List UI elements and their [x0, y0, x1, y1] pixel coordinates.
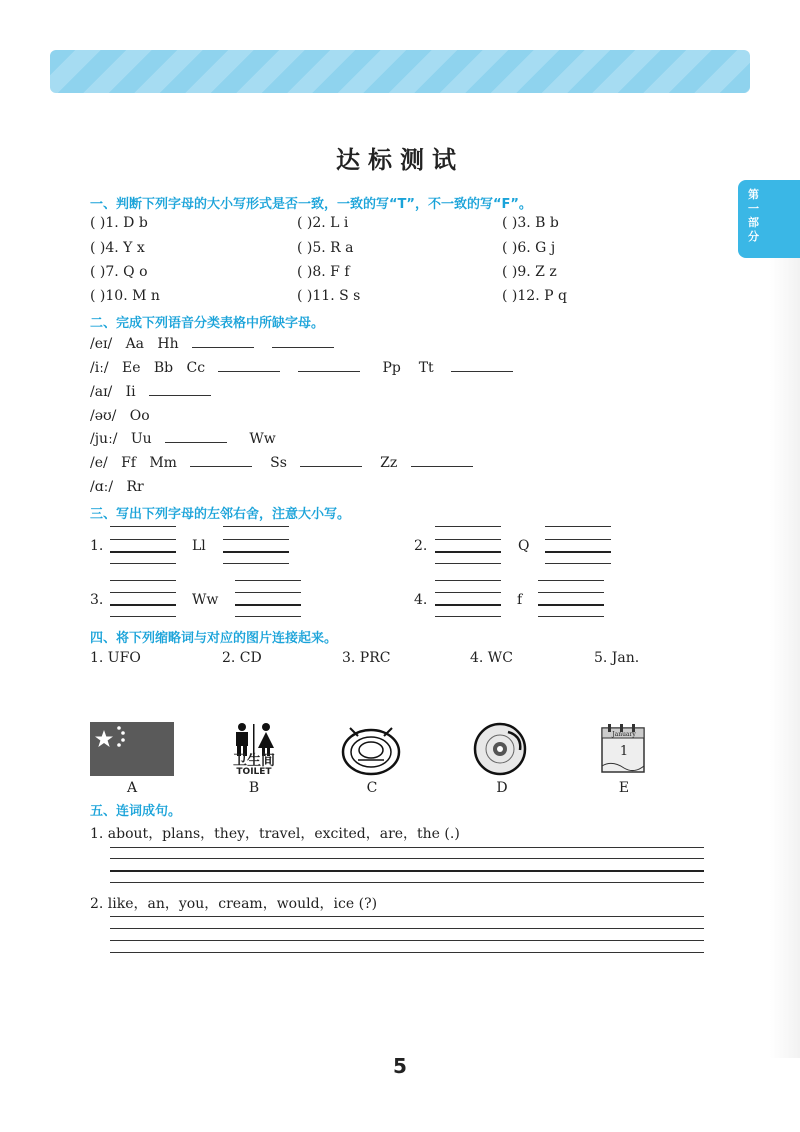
letter: Oo: [129, 408, 150, 424]
page-title: 达标测试: [336, 146, 464, 174]
s3-number: 4.: [414, 592, 428, 608]
writing-line: [110, 847, 704, 848]
four-line-grid: [110, 616, 176, 617]
pic-label: C: [366, 780, 378, 796]
four-line-grid[interactable]: [110, 604, 176, 606]
four-line-grid[interactable]: [435, 551, 501, 553]
page-number: 5: [393, 1054, 407, 1078]
pic-label: B: [248, 780, 260, 796]
letter: Rr: [126, 479, 144, 495]
letter: Ii: [125, 384, 136, 400]
s3-letter: Q: [518, 538, 530, 554]
sound-row: [90, 336, 334, 352]
answer-blank[interactable]: [411, 465, 473, 467]
s1-item: ( )6. G j: [502, 240, 556, 256]
four-line-grid: [545, 539, 611, 540]
writing-line: [110, 928, 704, 929]
pic-label: A: [126, 780, 138, 796]
four-line-grid: [538, 616, 604, 617]
four-line-grid: [110, 592, 176, 593]
letter: Ff: [121, 455, 136, 471]
four-line-grid: [435, 526, 501, 527]
four-line-grid: [110, 580, 176, 581]
side-shade: [770, 258, 800, 1058]
section4-heading: 四、将下列缩略词与对应的图片连接起来。: [90, 631, 338, 646]
calendar-month: January: [612, 731, 636, 738]
section2-heading: 二、完成下列语音分类表格中所缺字母。: [90, 316, 325, 331]
letter: Zz: [380, 455, 398, 471]
answer-blank[interactable]: [149, 394, 211, 396]
s1-item: ( )4. Y x: [90, 240, 145, 256]
four-line-grid[interactable]: [110, 551, 176, 553]
s1-item: ( )5. R a: [297, 240, 354, 256]
writing-line: [110, 916, 704, 917]
part-label: 第一部分 字 母: [654, 14, 778, 33]
sound: /juː/: [90, 431, 118, 447]
letter: Tt: [418, 360, 434, 376]
four-line-grid: [538, 580, 604, 581]
sound-row: [90, 431, 276, 447]
s3-letter: Ll: [192, 538, 206, 554]
four-line-grid: [110, 539, 176, 540]
s1-item: ( )2. L i: [297, 215, 349, 231]
section3-heading: 三、写出下列字母的左邻右舍，注意大小写。: [90, 507, 351, 522]
china-flag-icon[interactable]: [90, 722, 174, 776]
letter: Mm: [149, 455, 177, 471]
letter: Hh: [157, 336, 179, 352]
s1-item: ( )8. F f: [297, 264, 350, 280]
sound: /e/: [90, 455, 108, 471]
four-line-grid: [435, 616, 501, 617]
pic-label: E: [618, 780, 630, 796]
s3-letter: Ww: [192, 592, 219, 608]
sound-row: [90, 479, 144, 495]
calendar-day: 1: [619, 744, 629, 759]
four-line-grid: [435, 539, 501, 540]
abbr-word: 2. CD: [222, 650, 262, 666]
four-line-grid: [435, 592, 501, 593]
s1-item: ( )9. Z z: [502, 264, 557, 280]
four-line-grid: [435, 563, 501, 564]
abbr-word: 5. Jan.: [594, 650, 640, 666]
writing-line: [110, 882, 704, 883]
writing-line: [110, 952, 704, 953]
four-line-grid[interactable]: [545, 551, 611, 553]
s3-number: 2.: [414, 538, 428, 554]
answer-blank[interactable]: [300, 465, 362, 467]
s1-item: ( )1. D b: [90, 215, 148, 231]
toilet-caption-en: TOILET: [236, 767, 272, 777]
four-line-grid: [235, 592, 301, 593]
s1-item: ( )11. S s: [297, 288, 361, 304]
sound-row: [90, 384, 211, 400]
side-tab-label: 第一部分: [748, 188, 759, 243]
s3-letter: f: [517, 592, 523, 608]
letter: Pp: [382, 360, 401, 376]
answer-blank[interactable]: [192, 346, 254, 348]
answer-blank[interactable]: [190, 465, 252, 467]
s1-item: ( )12. P q: [502, 288, 567, 304]
four-line-grid: [545, 526, 611, 527]
header-banner: [50, 50, 750, 93]
sound-row: [90, 360, 513, 376]
sound: /eɪ/: [90, 336, 113, 352]
letter: Aa: [125, 336, 145, 352]
section1-heading: 一、判断下列字母的大小写形式是否一致，一致的写“T”，不一致的写“F”。: [90, 197, 532, 212]
four-line-grid: [223, 526, 289, 527]
four-line-grid: [545, 563, 611, 564]
four-line-grid[interactable]: [538, 604, 604, 606]
toilet-caption-cn: 卫生间: [233, 753, 275, 769]
four-line-grid: [110, 526, 176, 527]
writing-line[interactable]: [110, 940, 704, 941]
four-line-grid: [223, 563, 289, 564]
four-line-grid[interactable]: [235, 604, 301, 606]
s1-item: ( )10. M n: [90, 288, 160, 304]
answer-blank[interactable]: [165, 441, 227, 443]
cd-icon[interactable]: [472, 720, 530, 778]
four-line-grid[interactable]: [435, 604, 501, 606]
pic-label: D: [496, 780, 508, 796]
letter: Cc: [186, 360, 206, 376]
answer-blank[interactable]: [218, 370, 280, 372]
s5-item: 1. about，plans，they，travel，excited，are，the (.): [90, 826, 460, 842]
sound: /əʊ/: [90, 408, 117, 424]
sound: /iː/: [90, 360, 109, 376]
ufo-icon[interactable]: [338, 722, 404, 778]
abbr-word: 1. UFO: [90, 650, 141, 666]
s3-number: 3.: [90, 592, 104, 608]
four-line-grid: [538, 592, 604, 593]
s1-item: ( )7. Q o: [90, 264, 148, 280]
four-line-grid: [110, 563, 176, 564]
sound: /ɑː/: [90, 479, 114, 495]
sound-row: [90, 408, 150, 424]
four-line-grid: [223, 539, 289, 540]
answer-blank[interactable]: [451, 370, 513, 372]
sound-row: [90, 455, 473, 471]
sound: /aɪ/: [90, 384, 113, 400]
letter: Ee: [122, 360, 141, 376]
s3-number: 1.: [90, 538, 104, 554]
four-line-grid: [235, 616, 301, 617]
four-line-grid: [235, 580, 301, 581]
letter: Bb: [153, 360, 174, 376]
letter: Uu: [130, 431, 152, 447]
writing-line: [110, 858, 704, 859]
four-line-grid: [435, 580, 501, 581]
abbr-word: 3. PRC: [342, 650, 391, 666]
abbr-word: 4. WC: [470, 650, 513, 666]
answer-blank[interactable]: [298, 370, 360, 372]
letter: Ss: [270, 455, 287, 471]
four-line-grid[interactable]: [223, 551, 289, 553]
section5-heading: 五、连词成句。: [90, 804, 182, 819]
s1-item: ( )3. B b: [502, 215, 559, 231]
letter: Ww: [249, 431, 276, 447]
s5-item: 2. like，an，you，cream，would，ice (?): [90, 896, 378, 912]
writing-line[interactable]: [110, 870, 704, 872]
answer-blank[interactable]: [272, 346, 334, 348]
